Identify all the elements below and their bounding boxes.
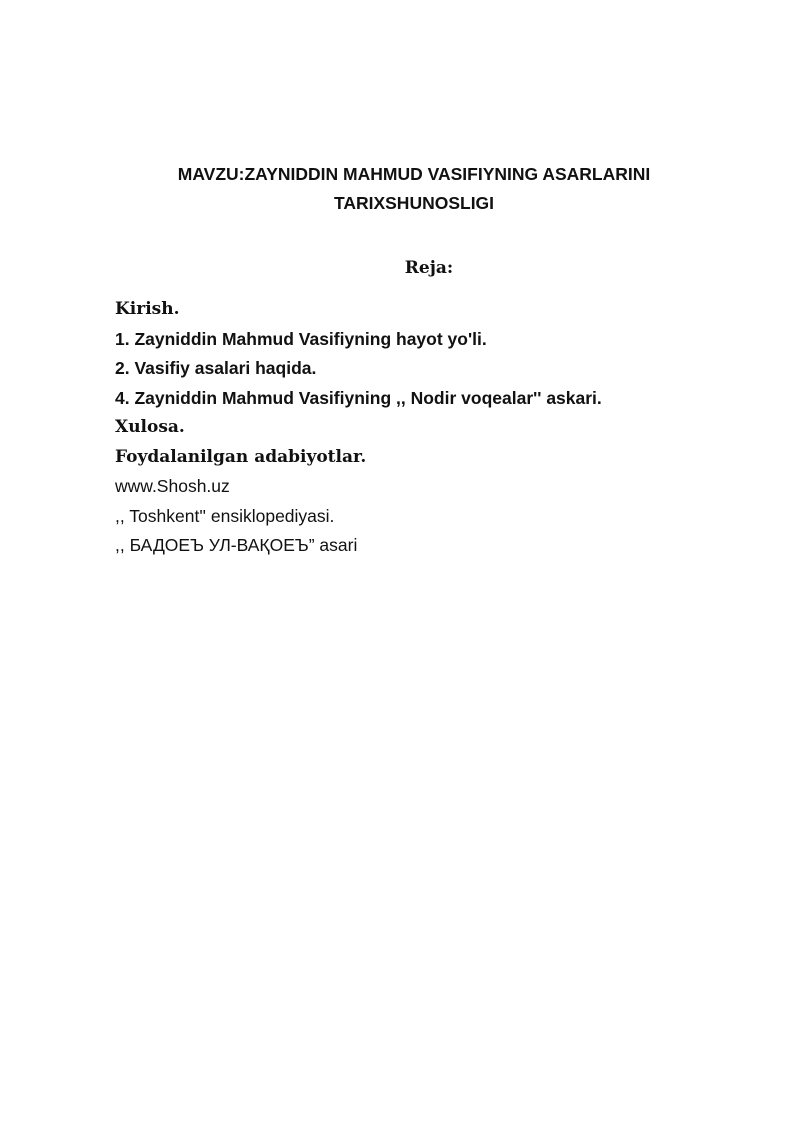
plan-heading: Reja:: [404, 258, 454, 278]
title-line-2: TARIXSHUNOSLIGI: [333, 193, 495, 213]
plan-item-4: 4. Zayniddin Mahmud Vasifiyning ,, Nodir voqealar'' askari.: [115, 387, 602, 408]
title-line-1: MAVZU:ZAYNIDDIN MAHMUD VASIFIYNING ASARLARINI: [177, 164, 651, 184]
document-title: [0, 160, 800, 218]
plan-item-introduction: Kirish.: [115, 299, 180, 319]
plan-item-conclusion: Xulosa.: [115, 417, 185, 437]
document-body: [115, 295, 755, 561]
references-heading: Foydalanilgan adabiyotlar.: [115, 446, 367, 467]
reference-item: ,, БАДОЕЪ УЛ-ВАҚОЕЪ” asari: [115, 535, 358, 555]
reference-item: ,, Toshkent'' ensiklopediyasi.: [115, 505, 335, 526]
reference-item: www.Shosh.uz: [115, 476, 230, 496]
plan-item-1: 1. Zayniddin Mahmud Vasifiyning hayot yo'li.: [115, 328, 487, 349]
plan-item-2: 2. Vasifiy asalari haqida.: [115, 358, 317, 378]
